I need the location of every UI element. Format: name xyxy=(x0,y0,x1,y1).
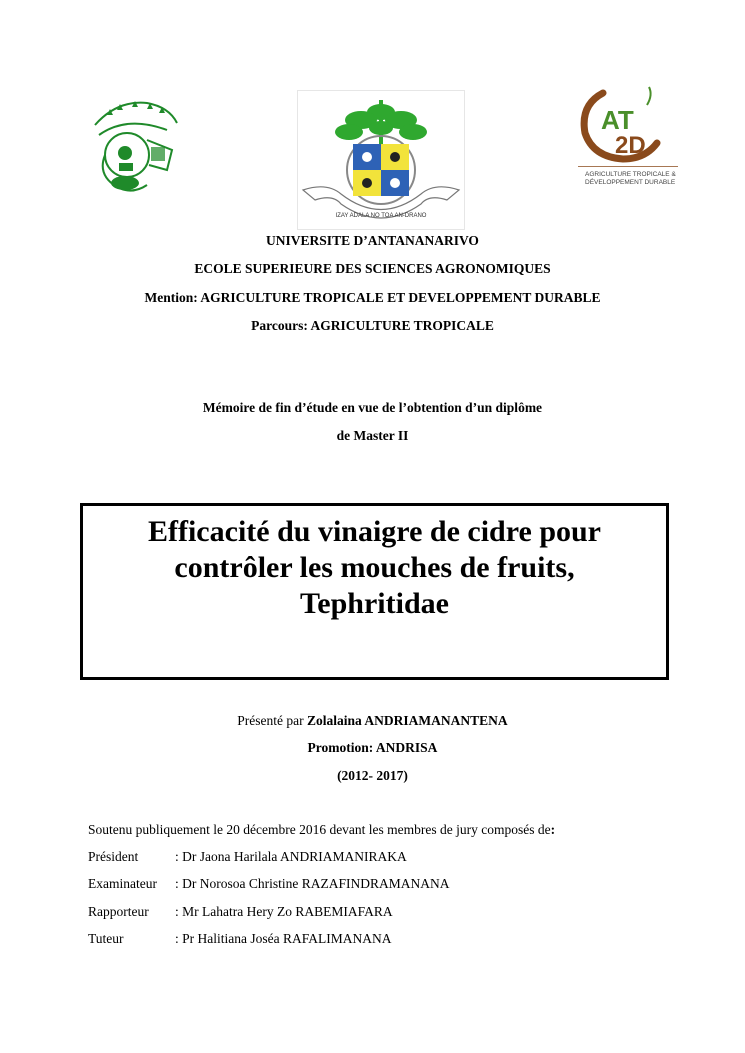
svg-text:2D: 2D xyxy=(615,132,646,159)
parcours-line: Parcours: AGRICULTURE TROPICALE xyxy=(251,318,494,333)
svg-text:AT: AT xyxy=(601,105,634,135)
jury-member-name: : Dr Jaona Harilala ANDRIAMANIRAKA xyxy=(175,849,407,864)
jury-row-president xyxy=(88,849,407,865)
jury-row-rapporteur xyxy=(88,904,393,920)
at2d-caption-line1: AGRICULTURE TROPICALE & xyxy=(585,171,676,178)
title-line1: Efficacité du vinaigre de cidre pour xyxy=(147,515,602,548)
jury-member-name: : Mr Lahatra Hery Zo RABEMIAFARA xyxy=(175,904,393,919)
years-line: (2012- 2017) xyxy=(337,768,408,783)
jury-row-examinateur xyxy=(88,876,450,892)
university-name: UNIVERSITE D’ANTANANARIVO xyxy=(266,233,479,248)
jury-row-tuteur xyxy=(88,931,391,947)
school-name: ECOLE SUPERIEURE DES SCIENCES AGRONOMIQUES xyxy=(194,261,551,276)
at2d-logo xyxy=(575,85,680,195)
promotion-line: Promotion: ANDRISA xyxy=(307,740,438,755)
university-seal-logo xyxy=(87,95,182,197)
thesis-title xyxy=(83,514,666,622)
crest-motto: IZAY ADALA NO TOA AN-DRANO xyxy=(335,213,427,219)
jury-member-name: : Pr Halitiana Joséa RAFALIMANANA xyxy=(175,931,392,946)
jury-intro-text: Soutenu publiquement le 20 décembre 2016 devant les membres de jury composés de xyxy=(88,822,551,837)
presented-by-line xyxy=(0,713,745,729)
jury-role: Examinateur xyxy=(88,876,157,891)
presented-by-label: Présenté par xyxy=(237,713,304,728)
jury-intro-colon: : xyxy=(550,822,556,837)
school-crest-logo xyxy=(297,90,465,230)
at2d-caption-line2: DÉVELOPPEMENT DURABLE xyxy=(585,179,676,186)
title-line3: Tephritidae xyxy=(300,587,449,620)
memoire-line1: Mémoire de fin d’étude en vue de l’obtention d’un diplôme xyxy=(202,400,543,415)
jury-role: Tuteur xyxy=(88,931,124,946)
jury-role: Président xyxy=(88,849,139,864)
jury-member-name: : Dr Norosoa Christine RAZAFINDRAMANANA xyxy=(175,876,450,891)
title-line2: contrôler les mouches de fruits, xyxy=(174,551,575,584)
title-box xyxy=(80,503,669,680)
author-name: Zolalaina ANDRIAMANANTENA xyxy=(307,713,508,728)
mention-line: Mention: AGRICULTURE TROPICALE ET DEVELOPPEMENT DURABLE xyxy=(144,290,601,305)
memoire-line2: de Master II xyxy=(336,428,409,443)
jury-intro xyxy=(88,822,555,838)
jury-role: Rapporteur xyxy=(88,904,149,919)
